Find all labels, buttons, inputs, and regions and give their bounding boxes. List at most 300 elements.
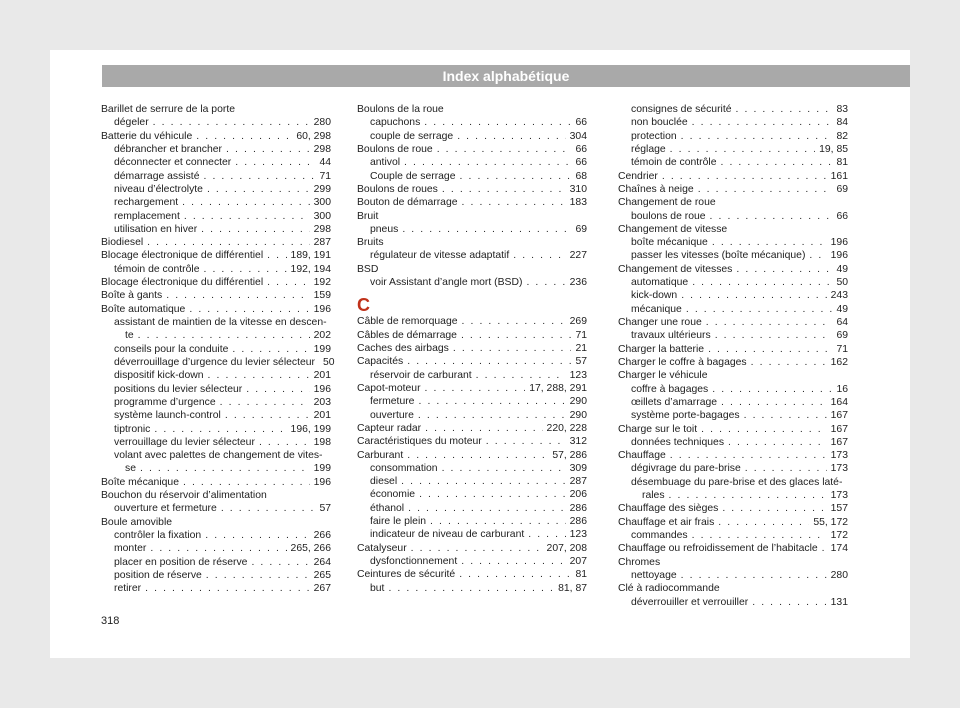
index-subentry <box>357 515 587 528</box>
entry-term: retirer <box>114 583 142 595</box>
dot-leader <box>476 369 566 382</box>
index-entry <box>357 263 587 276</box>
entry-term: travaux ultérieurs <box>631 330 711 342</box>
index-subentry <box>618 143 848 156</box>
index-subentry <box>101 183 331 196</box>
entry-page: 196 <box>313 476 331 488</box>
entry-page: 243 <box>830 290 848 302</box>
index-subentry <box>357 130 587 143</box>
entry-page: 202 <box>313 330 331 342</box>
dot-leader <box>150 542 286 555</box>
entry-term: Capot-moteur <box>357 382 421 394</box>
entry-page: 236 <box>569 277 587 289</box>
index-subentry <box>101 356 335 369</box>
index-subentry <box>357 156 587 169</box>
index-subentry <box>101 343 331 356</box>
entry-term: voir Assistant d’angle mort (BSD) <box>370 277 523 289</box>
entry-term-continued: se <box>125 463 136 475</box>
index-entry <box>101 130 331 143</box>
entry-page: 287 <box>313 237 331 249</box>
index-entry <box>618 556 848 569</box>
index-subentry <box>618 596 848 609</box>
index-subentry <box>101 502 331 515</box>
dot-leader <box>462 315 566 328</box>
entry-term: Chromes <box>618 556 661 568</box>
entry-page: 71 <box>836 343 848 355</box>
index-subentry <box>101 436 331 449</box>
dot-leader <box>728 436 827 449</box>
index-subentry <box>618 210 848 223</box>
entry-term: but <box>370 582 385 594</box>
entry-page: 49 <box>836 303 848 315</box>
dot-leader <box>419 488 566 501</box>
entry-page: 199 <box>313 463 331 475</box>
index-entry <box>357 183 587 196</box>
entry-page: 265 <box>313 569 331 581</box>
entry-page: 69 <box>575 223 587 235</box>
entry-term: Changement de vitesse <box>618 223 728 235</box>
entry-page: 300 <box>313 210 331 222</box>
entry-term: Boulons de roue <box>357 143 433 155</box>
entry-term: déverrouiller et verrouiller <box>631 596 749 608</box>
entry-term: boîte mécanique <box>631 237 708 249</box>
index-entry <box>618 196 848 209</box>
index-entry <box>357 143 587 156</box>
dot-leader <box>206 569 310 582</box>
entry-page: 286 <box>569 516 587 528</box>
entry-page: 173 <box>830 463 848 475</box>
index-entry <box>357 329 587 342</box>
dot-leader <box>457 130 565 143</box>
entry-page: 203 <box>313 396 331 408</box>
dot-leader <box>408 502 566 515</box>
dot-leader <box>461 329 572 342</box>
entry-term: éthanol <box>370 502 405 514</box>
index-subentry <box>618 329 848 342</box>
index-entry <box>618 183 848 196</box>
entry-term: Boulons de la roue <box>357 104 444 115</box>
entry-term: position de réserve <box>114 569 202 581</box>
entry-page: 16 <box>836 383 848 395</box>
index-subentry <box>357 276 587 289</box>
entry-term: programme d’urgence <box>114 396 216 408</box>
index-subentry <box>618 383 848 396</box>
entry-page: 227 <box>569 250 587 262</box>
index-subentry <box>618 303 848 316</box>
entry-page: 201 <box>313 370 331 382</box>
entry-page: 201 <box>313 410 331 422</box>
index-entry <box>357 103 587 116</box>
dot-leader <box>140 462 310 475</box>
index-subentry <box>101 316 331 343</box>
entry-term: Boîte automatique <box>101 303 186 315</box>
entry-page: 174 <box>830 543 848 555</box>
entry-page: 299 <box>313 183 331 195</box>
index-subentry <box>357 475 587 488</box>
dot-leader <box>201 223 309 236</box>
index-subentry <box>618 116 848 129</box>
entry-page: 57 <box>319 503 331 515</box>
index-subentry <box>101 396 331 409</box>
entry-page: 189, 191 <box>290 250 331 262</box>
dot-leader <box>246 383 309 396</box>
entry-term: boulons de roue <box>631 210 706 222</box>
entry-page: 131 <box>830 596 848 608</box>
index-subentry <box>618 409 848 422</box>
entry-term: Carburant <box>357 449 404 461</box>
dot-leader <box>692 116 833 129</box>
entry-term: dégeler <box>114 117 149 129</box>
dot-leader <box>207 183 310 196</box>
index-subentry <box>357 409 587 422</box>
index-subentry <box>101 223 331 236</box>
entry-term: indicateur de niveau de carburant <box>370 529 525 541</box>
entry-term: Chauffage <box>618 450 666 462</box>
entry-term: ouverture <box>370 409 414 421</box>
entry-term: utilisation en hiver <box>114 223 198 235</box>
dot-leader <box>166 289 309 302</box>
dot-leader <box>232 343 309 356</box>
entry-term: témoin de contrôle <box>114 263 200 275</box>
entry-term: Changement de roue <box>618 197 716 209</box>
entry-term: non bouclée <box>631 117 688 129</box>
entry-page: 123 <box>569 369 587 381</box>
entry-page: 309 <box>569 462 587 474</box>
entry-page: 280 <box>313 117 331 129</box>
entry-term: Chauffage et air frais <box>618 516 715 528</box>
entry-term: pneus <box>370 223 399 235</box>
dot-leader <box>715 329 833 342</box>
dot-leader <box>138 329 310 342</box>
dot-leader <box>203 263 286 276</box>
index-subentry <box>101 156 331 169</box>
index-subentry <box>101 409 331 422</box>
dot-leader <box>744 409 827 422</box>
entry-page: 69 <box>836 183 848 195</box>
dot-leader <box>425 422 542 435</box>
index-subentry <box>618 289 848 302</box>
entry-term: dispositif kick-down <box>114 370 204 382</box>
dot-leader <box>153 116 310 129</box>
entry-term: Bouton de démarrage <box>357 197 458 209</box>
entry-term: Cendrier <box>618 170 658 182</box>
dot-leader <box>701 423 827 436</box>
entry-term: Clé à radiocommande <box>618 583 720 595</box>
entry-term: démarrage assisté <box>114 170 200 182</box>
index-entry <box>618 223 848 236</box>
index-entry <box>101 489 331 502</box>
dot-leader <box>442 462 566 475</box>
entry-term: régulateur de vitesse adaptatif <box>370 250 510 262</box>
index-entry <box>101 249 331 262</box>
dot-leader <box>442 183 566 196</box>
entry-term: Blocage électronique de différentiel <box>101 250 264 262</box>
index-subentry <box>357 116 587 129</box>
entry-page: 298 <box>313 143 331 155</box>
entry-page: 71 <box>319 170 331 182</box>
entry-page: 81, 87 <box>558 582 587 594</box>
entry-page: 68 <box>575 170 587 182</box>
entry-term: Boîte mécanique <box>101 476 179 488</box>
index-subentry <box>357 555 587 568</box>
dot-leader <box>425 382 526 395</box>
entry-term: Caractéristiques du moteur <box>357 436 482 448</box>
index-entry <box>357 435 587 448</box>
entry-term: niveau d’électrolyte <box>114 183 203 195</box>
entry-term: diesel <box>370 476 398 488</box>
entry-term: couple de serrage <box>370 130 454 142</box>
entry-page: 196 <box>313 303 331 315</box>
entry-term: Charge sur le toit <box>618 423 698 435</box>
index-entry <box>101 236 331 249</box>
entry-page: 66 <box>836 210 848 222</box>
entry-term: passer les vitesses (boîte mécanique) <box>631 250 806 262</box>
entry-page: 267 <box>313 583 331 595</box>
entry-page: 81 <box>575 569 587 581</box>
index-subentry <box>618 529 848 542</box>
index-column-middle <box>357 103 587 595</box>
entry-term: Charger le véhicule <box>618 370 708 382</box>
entry-term: Changement de vitesses <box>618 263 733 275</box>
entry-term: Boîte à gants <box>101 290 163 302</box>
entry-page: 81 <box>836 157 848 169</box>
dot-leader <box>670 143 815 156</box>
entry-page: 298 <box>313 223 331 235</box>
dot-leader <box>712 383 832 396</box>
index-subentry <box>101 196 331 209</box>
dot-leader <box>692 529 827 542</box>
index-entry <box>618 449 848 462</box>
index-subentry <box>101 210 331 223</box>
index-subentry <box>618 249 848 262</box>
index-column-left <box>101 103 335 596</box>
entry-term: BSD <box>357 263 379 275</box>
dot-leader <box>208 369 310 382</box>
document-page <box>50 50 910 658</box>
entry-page: 49 <box>836 263 848 275</box>
entry-page: 66 <box>575 143 587 155</box>
dot-leader <box>662 170 827 183</box>
index-subentry <box>101 383 331 396</box>
index-entry <box>357 315 587 328</box>
entry-term: fermeture <box>370 396 415 408</box>
dot-leader <box>259 436 310 449</box>
entry-page: 196, 199 <box>290 423 331 435</box>
page-title: Index alphabétique <box>102 65 910 87</box>
entry-page: 159 <box>313 290 331 302</box>
entry-term: déconnecter et connecter <box>114 157 232 169</box>
entry-page: 183 <box>569 197 587 209</box>
dot-leader <box>722 502 826 515</box>
dot-leader <box>698 183 833 196</box>
entry-page: 167 <box>830 436 848 448</box>
dot-leader <box>461 555 565 568</box>
index-entry <box>618 516 848 529</box>
dot-leader <box>184 210 310 223</box>
dot-leader <box>402 223 571 236</box>
dot-leader <box>203 170 315 183</box>
dot-leader <box>225 409 310 422</box>
entry-term: désembuage du pare-brise et des glaces laté- <box>631 476 843 488</box>
dot-leader <box>681 289 826 302</box>
index-subentry <box>618 130 848 143</box>
index-subentry <box>101 449 331 476</box>
index-subentry <box>357 502 587 515</box>
index-entry <box>357 196 587 209</box>
index-subentry <box>357 582 587 595</box>
index-subentry <box>101 116 331 129</box>
entry-page: 44 <box>319 157 331 169</box>
index-entry <box>618 316 848 329</box>
index-entry <box>101 516 331 529</box>
dot-leader <box>182 196 310 209</box>
entry-page: 196 <box>313 383 331 395</box>
entry-page: 50 <box>836 277 848 289</box>
entry-page: 19, 85 <box>819 143 848 155</box>
index-subentry <box>357 170 587 183</box>
entry-page: 167 <box>830 423 848 435</box>
entry-page: 172 <box>830 530 848 541</box>
entry-page: 57, 286 <box>552 449 587 461</box>
dot-leader <box>708 343 832 356</box>
dot-leader <box>528 528 565 541</box>
index-entry <box>357 236 587 249</box>
entry-term: réglage <box>631 143 666 155</box>
entry-page: 312 <box>569 436 587 448</box>
dot-leader <box>751 356 827 369</box>
entry-term: œillets d’amarrage <box>631 396 718 408</box>
index-entry <box>618 582 848 595</box>
index-subentry <box>357 249 587 262</box>
entry-page: 207 <box>569 556 587 567</box>
dot-leader <box>401 475 566 488</box>
entry-term: capuchons <box>370 117 421 129</box>
dot-leader <box>235 156 315 169</box>
entry-term: assistant de maintien de la vitesse en descen- <box>114 317 327 328</box>
entry-page: 17, 288, 291 <box>529 382 587 394</box>
entry-term: témoin de contrôle <box>631 157 717 169</box>
entry-page: 264 <box>313 556 331 568</box>
entry-term: Bruits <box>357 237 384 249</box>
entry-term: consignes de sécurité <box>631 104 732 115</box>
index-entry <box>357 568 587 581</box>
dot-leader <box>822 542 827 555</box>
entry-term: kick-down <box>631 290 678 302</box>
entry-term: Boulons de roues <box>357 183 438 195</box>
entry-term: réservoir de carburant <box>370 369 472 381</box>
index-subentry <box>357 369 587 382</box>
entry-term: Charger le coffre à bagages <box>618 356 747 368</box>
index-entry <box>618 356 848 369</box>
dot-leader <box>453 342 572 355</box>
dot-leader <box>513 249 565 262</box>
section-letter-c: C <box>357 295 370 316</box>
entry-term: économie <box>370 489 416 501</box>
dot-leader <box>720 156 832 169</box>
entry-term: rechargement <box>114 197 179 209</box>
index-subentry <box>101 529 331 542</box>
index-group-b <box>357 103 587 289</box>
entry-page: 83 <box>836 104 848 115</box>
index-entry <box>357 449 587 462</box>
dot-leader <box>251 556 309 569</box>
entry-page: 82 <box>836 130 848 142</box>
entry-page: 50 <box>323 356 335 368</box>
dot-leader <box>267 276 310 289</box>
page-number: 318 <box>101 615 120 627</box>
entry-page: 310 <box>569 183 587 195</box>
entry-term: tiptronic <box>114 423 151 435</box>
entry-page: 164 <box>830 396 848 408</box>
index-entry <box>101 276 331 289</box>
entry-page: 266 <box>313 530 331 541</box>
entry-page: 206 <box>569 489 587 501</box>
entry-term: mécanique <box>631 303 682 315</box>
entry-term: Charger la batterie <box>618 343 705 355</box>
index-subentry <box>357 488 587 501</box>
dot-leader <box>221 502 316 515</box>
dot-leader <box>745 462 827 475</box>
index-subentry <box>618 103 848 116</box>
entry-term: Chauffage ou refroidissement de l’habitacle <box>618 543 818 555</box>
entry-page: 286 <box>569 502 587 514</box>
entry-term: Chauffage des sièges <box>618 503 719 515</box>
index-subentry <box>101 569 331 582</box>
index-entry <box>618 502 848 515</box>
entry-term-continued: rales <box>642 490 665 502</box>
entry-page: 84 <box>836 117 848 129</box>
dot-leader <box>809 249 826 262</box>
dot-leader <box>736 103 833 116</box>
entry-page: 57 <box>575 356 587 368</box>
index-subentry <box>618 476 848 503</box>
dot-leader <box>526 276 565 289</box>
entry-page: 123 <box>569 529 587 541</box>
dot-leader <box>418 395 565 408</box>
index-subentry <box>618 569 848 582</box>
dot-leader <box>430 515 566 528</box>
dot-leader <box>462 196 566 209</box>
entry-term: verrouillage du levier sélecteur <box>114 436 255 448</box>
index-entry <box>618 369 848 382</box>
entry-page: 69 <box>836 330 848 342</box>
entry-term: Changer une roue <box>618 317 702 328</box>
index-subentry <box>357 223 587 236</box>
entry-term: Capteur radar <box>357 422 422 434</box>
entry-term: Biodiesel <box>101 237 144 249</box>
entry-term: Bruit <box>357 210 379 222</box>
entry-page: 161 <box>830 170 848 182</box>
entry-term: commandes <box>631 530 688 541</box>
entry-term: protection <box>631 130 677 142</box>
dot-leader <box>437 143 572 156</box>
entry-page: 64 <box>836 317 848 328</box>
dot-leader <box>404 156 571 169</box>
dot-leader <box>736 263 832 276</box>
index-entry <box>357 422 587 435</box>
entry-page: 290 <box>569 409 587 421</box>
index-subentry <box>101 582 331 595</box>
index-subentry <box>101 263 331 276</box>
entry-page: 71 <box>575 329 587 341</box>
entry-term: données techniques <box>631 436 725 448</box>
entry-term: système launch-control <box>114 410 221 422</box>
index-subentry <box>618 236 848 249</box>
entry-term: système porte-bagages <box>631 410 740 422</box>
dot-leader <box>220 396 310 409</box>
index-subentry <box>357 462 587 475</box>
dot-leader <box>712 236 827 249</box>
